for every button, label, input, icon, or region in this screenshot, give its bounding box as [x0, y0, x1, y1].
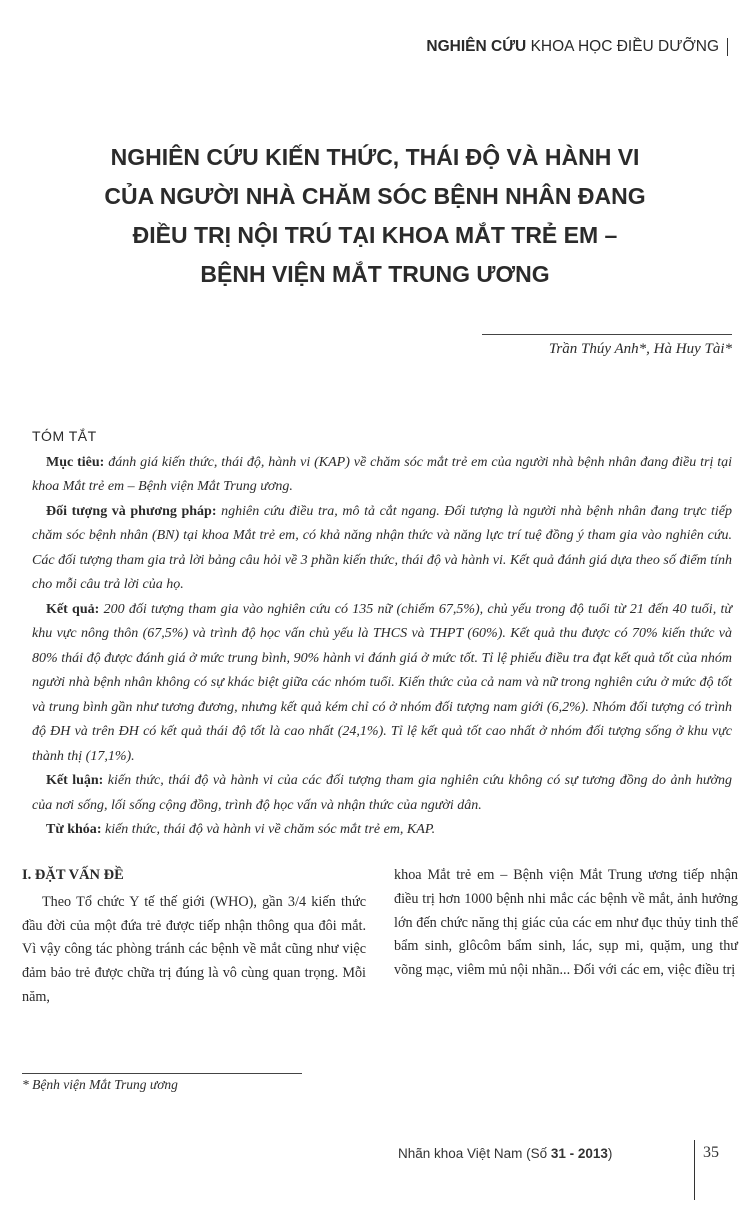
abstract-keywords: Từ khóa: kiến thức, thái độ và hành vi về chăm sóc mắt trẻ em, KAP.	[46, 822, 436, 837]
journal-name: Nhãn khoa Việt Nam	[398, 1146, 523, 1161]
issue-number: 31 - 2013	[550, 1146, 608, 1161]
issue-open: (Số	[526, 1146, 551, 1161]
journal-footer	[398, 1146, 612, 1161]
author-divider	[482, 334, 732, 335]
title-line: CỦA NGƯỜI NHÀ CHĂM SÓC BỆNH NHÂN ĐANG	[104, 183, 646, 209]
abstract-text: 200 đối tượng tham gia vào nghiên cứu có 135 nữ (chiếm 67,5%), chủ yếu trong độ tuổi từ 21 đến 40 tuổi, từ khu vực nông thôn (67,5%) và trình độ học vấn chủ yếu là THCS và THPT (60%). Kết quả thu được có 70% kiến thức và 80% thái độ được đánh giá ở mức trung bình, 90% hành vi đánh giá ở mức tốt. Tỉ lệ phiếu điều tra đạt kết quả tốt của nhóm người nhà bệnh nhân không có sự khác biệt giữa các nhóm tuổi. Kiến thức của cả nam và nữ trong nghiên cứu ở mức độ tốt và trung bình gần như tương đương, nhưng kết quả kém chỉ có ở nhóm đối tượng nam giới (6,2%). Nhóm đối tượng có trình độ ĐH và trên ĐH có kết quả thái độ tốt là cao nhất (24,1%). Tỉ lệ kết quả tốt cao nhất ở nhóm đối tượng sống ở khu vực thành thị (17,1%).	[32, 601, 732, 764]
body-paragraph: Theo Tổ chức Y tế thế giới (WHO), gần 3/4 kiến thức đầu đời của một đứa trẻ được tiếp nhận thông qua đôi mắt. Vì vậy công tác phòng tránh các bệnh về mắt cũng như việc đảm bảo trẻ được chữa trị đúng là vô cùng quan trọng. Mỗi năm,	[22, 893, 366, 1005]
page-divider	[694, 1140, 695, 1200]
abstract-text: kiến thức, thái độ và hành vi của các đối tượng tham gia nghiên cứu không có sự tương đồng do ảnh hưởng của nơi sống, lối sống cộng đồng, trình độ học vấn và nhận thức của người dân.	[32, 773, 733, 813]
title-line: BỆNH VIỆN MẮT TRUNG ƯƠNG	[200, 261, 550, 287]
abstract-objective: Mục tiêu: đánh giá kiến thức, thái độ, hành vi (KAP) về chăm sóc mắt trẻ em của người nhà bệnh nhân đang điều trị tại khoa Mắt trẻ em – Bệnh viện Mắt Trung ương.	[32, 454, 733, 494]
title-line: NGHIÊN CỨU KIẾN THỨC, THÁI ĐỘ VÀ HÀNH VI	[110, 144, 640, 170]
footnote-divider	[22, 1073, 302, 1074]
abstract	[32, 424, 732, 843]
abstract-methods: Đối tượng và phương pháp: nghiên cứu điều tra, mô tả cắt ngang. Đối tượng là người nhà bệnh nhân đang trực tiếp chăm sóc bệnh nhân (BN) tại khoa Mắt trẻ em, có khả năng nhận thức và năng lực trí tuệ đồng ý tham gia vào nghiên cứu. Các đối tượng tham gia trả lời bảng câu hỏi về 3 phần kiến thức, thái độ và hành vi. Kết quả đánh giá dựa theo số điểm tính cho mỗi câu trả lời của họ.	[32, 503, 732, 592]
abstract-label: Mục tiêu	[46, 454, 100, 470]
abstract-conclusion: Kết luận: kiến thức, thái độ và hành vi của các đối tượng tham gia nghiên cứu không có sự tương đồng do ảnh hưởng của nơi sống, lối sống cộng đồng, trình độ học vấn và nhận thức của người dân.	[32, 773, 733, 813]
body-paragraph: khoa Mắt trẻ em – Bệnh viện Mắt Trung ương tiếp nhận điều trị hơn 1000 bệnh nhi mắc các bệnh về mắt, ảnh hưởng lớn đến chức năng thị giác của các em như đục thủy tinh thể bẩm sinh, glôcôm bẩm sinh, lác, sụp mi, quặm, ung thư võng mạc, viêm mủ nội nhãn... Đối với các em, việc điều trị	[394, 867, 738, 979]
abstract-text: đánh giá kiến thức, thái độ, hành vi (KAP) về chăm sóc mắt trẻ em của người nhà bệnh nhân đang điều trị tại khoa Mắt trẻ em – Bệnh viện Mắt Trung ương.	[32, 454, 733, 494]
abstract-label: Kết luận	[46, 773, 99, 788]
abstract-label: Từ khóa	[46, 822, 97, 837]
abstract-results: Kết quả: 200 đối tượng tham gia vào nghiên cứu có 135 nữ (chiếm 67,5%), chủ yếu trong độ tuổi từ 21 đến 40 tuổi, từ khu vực nông thôn (67,5%) và trình độ học vấn chủ yếu là THCS và THPT (60%). Kết quả thu được có 70% kiến thức và 80% thái độ được đánh giá ở mức trung bình, 90% hành vi đánh giá ở mức tốt. Tỉ lệ phiếu điều tra đạt kết quả tốt của nhóm người nhà bệnh nhân không có sự khác biệt giữa các nhóm tuổi. Kiến thức của cả nam và nữ trong nghiên cứu ở mức độ tốt và trung bình gần như tương đương, nhưng kết quả kém chỉ có ở nhóm đối tượng nam giới (6,2%). Nhóm đối tượng có trình độ ĐH và trên ĐH có kết quả thái độ tốt là cao nhất (24,1%). Tỉ lệ kết quả tốt cao nhất ở nhóm đối tượng sống ở khu vực thành thị (17,1%).	[32, 601, 732, 764]
abstract-label: Đối tượng và phương pháp	[46, 503, 212, 519]
abstract-label: Kết quả	[46, 601, 95, 617]
issue-close: )	[607, 1146, 613, 1161]
article-title	[40, 138, 710, 294]
footnote: * Bệnh viện Mắt Trung ương	[22, 1077, 178, 1092]
right-column	[394, 864, 738, 983]
section-title: I. ĐẶT VẤN ĐỀ	[22, 867, 124, 883]
authors: Trần Thúy Anh*, Hà Huy Tài*	[548, 341, 732, 357]
header-rest: KHOA HỌC ĐIỀU DƯỠNG	[530, 38, 719, 55]
title-line: ĐIỀU TRỊ NỘI TRÚ TẠI KHOA MẮT TRẺ EM –	[132, 222, 618, 248]
header-bold: NGHIÊN CỨU	[426, 38, 527, 55]
page-number: 35	[703, 1144, 719, 1161]
abstract-text: kiến thức, thái độ và hành vi về chăm sóc mắt trẻ em, KAP.	[104, 822, 436, 837]
left-column	[22, 864, 366, 1010]
abstract-heading: TÓM TẮT	[32, 428, 97, 444]
abstract-text: nghiên cứu điều tra, mô tả cắt ngang. Đối tượng là người nhà bệnh nhân đang trực tiếp chăm sóc bệnh nhân (BN) tại khoa Mắt trẻ em, có khả năng nhận thức và năng lực trí tuệ đồng ý tham gia vào nghiên cứu. Các đối tượng tham gia trả lời bảng câu hỏi về 3 phần kiến thức, thái độ và hành vi. Kết quả đánh giá dựa theo số điểm tính cho mỗi câu trả lời của họ.	[32, 503, 732, 592]
running-header	[426, 38, 728, 56]
